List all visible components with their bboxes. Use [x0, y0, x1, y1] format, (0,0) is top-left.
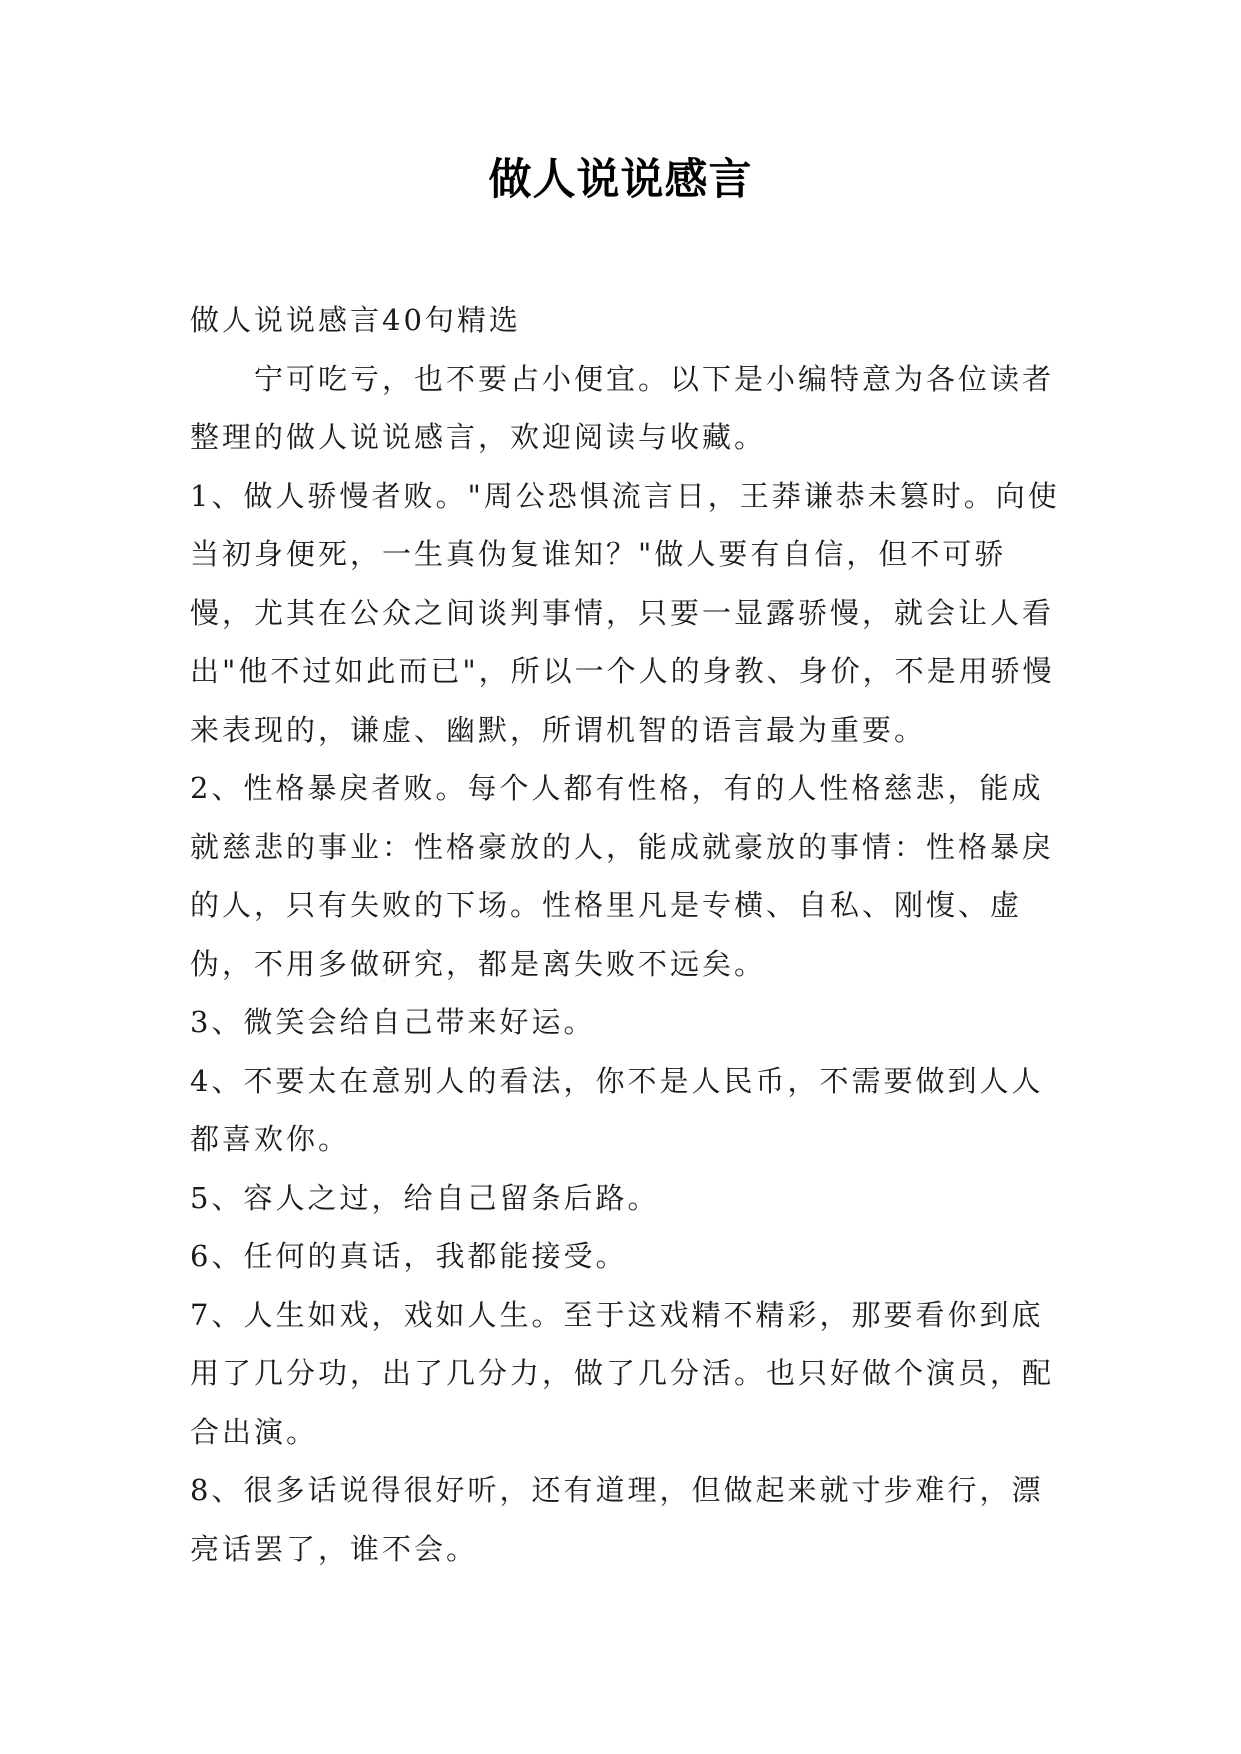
list-item: 8、很多话说得很好听，还有道理，但做起来就寸步难行，漂亮话罢了，谁不会。: [190, 1473, 1044, 1566]
document-title: 做人说说感言: [488, 155, 753, 205]
list-item: 1、做人骄慢者败。"周公恐惧流言日，王莽谦恭未篡时。向使当初身便死，一生真伪复谁知？"做人要有自信，但不可骄慢，尤其在公众之间谈判事情，只要一显露骄慢，就会让人看出"他不过如此而已"，所以一个人的身教、身价，不是用骄慢来表现的，谦虚、幽默，所谓机智的语言最为重要。: [190, 478, 1060, 747]
list-item: 5、容人之过，给自己留条后路。: [190, 1180, 660, 1215]
document-body: [190, 291, 1060, 1578]
subtitle-line: 做人说说感言40句精选: [190, 303, 521, 337]
list-item: 3、微笑会给自己带来好运。: [190, 1005, 596, 1039]
list-item: 2、性格暴戾者败。每个人都有性格，有的人性格慈悲，能成就慈悲的事业：性格豪放的人，能成就豪放的事情：性格暴戾的人，只有失败的下场。性格里凡是专横、自私、刚愎、虚伪，不用多做研究，都是离失败不远矣。: [190, 771, 1055, 981]
list-item: 7、人生如戏，戏如人生。至于这戏精不精彩，那要看你到底用了几分功，出了几分力，做了几分活。也只好做个演员，配合出演。: [190, 1297, 1055, 1449]
list-item: 4、不要太在意别人的看法，你不是人民币，不需要做到人人都喜欢你。: [190, 1063, 1044, 1156]
list-item: 6、任何的真话，我都能接受。: [190, 1239, 628, 1273]
intro-paragraph: 宁可吃亏，也不要占小便宜。以下是小编特意为各位读者整理的做人说说感言，欢迎阅读与收藏。: [190, 361, 1055, 454]
